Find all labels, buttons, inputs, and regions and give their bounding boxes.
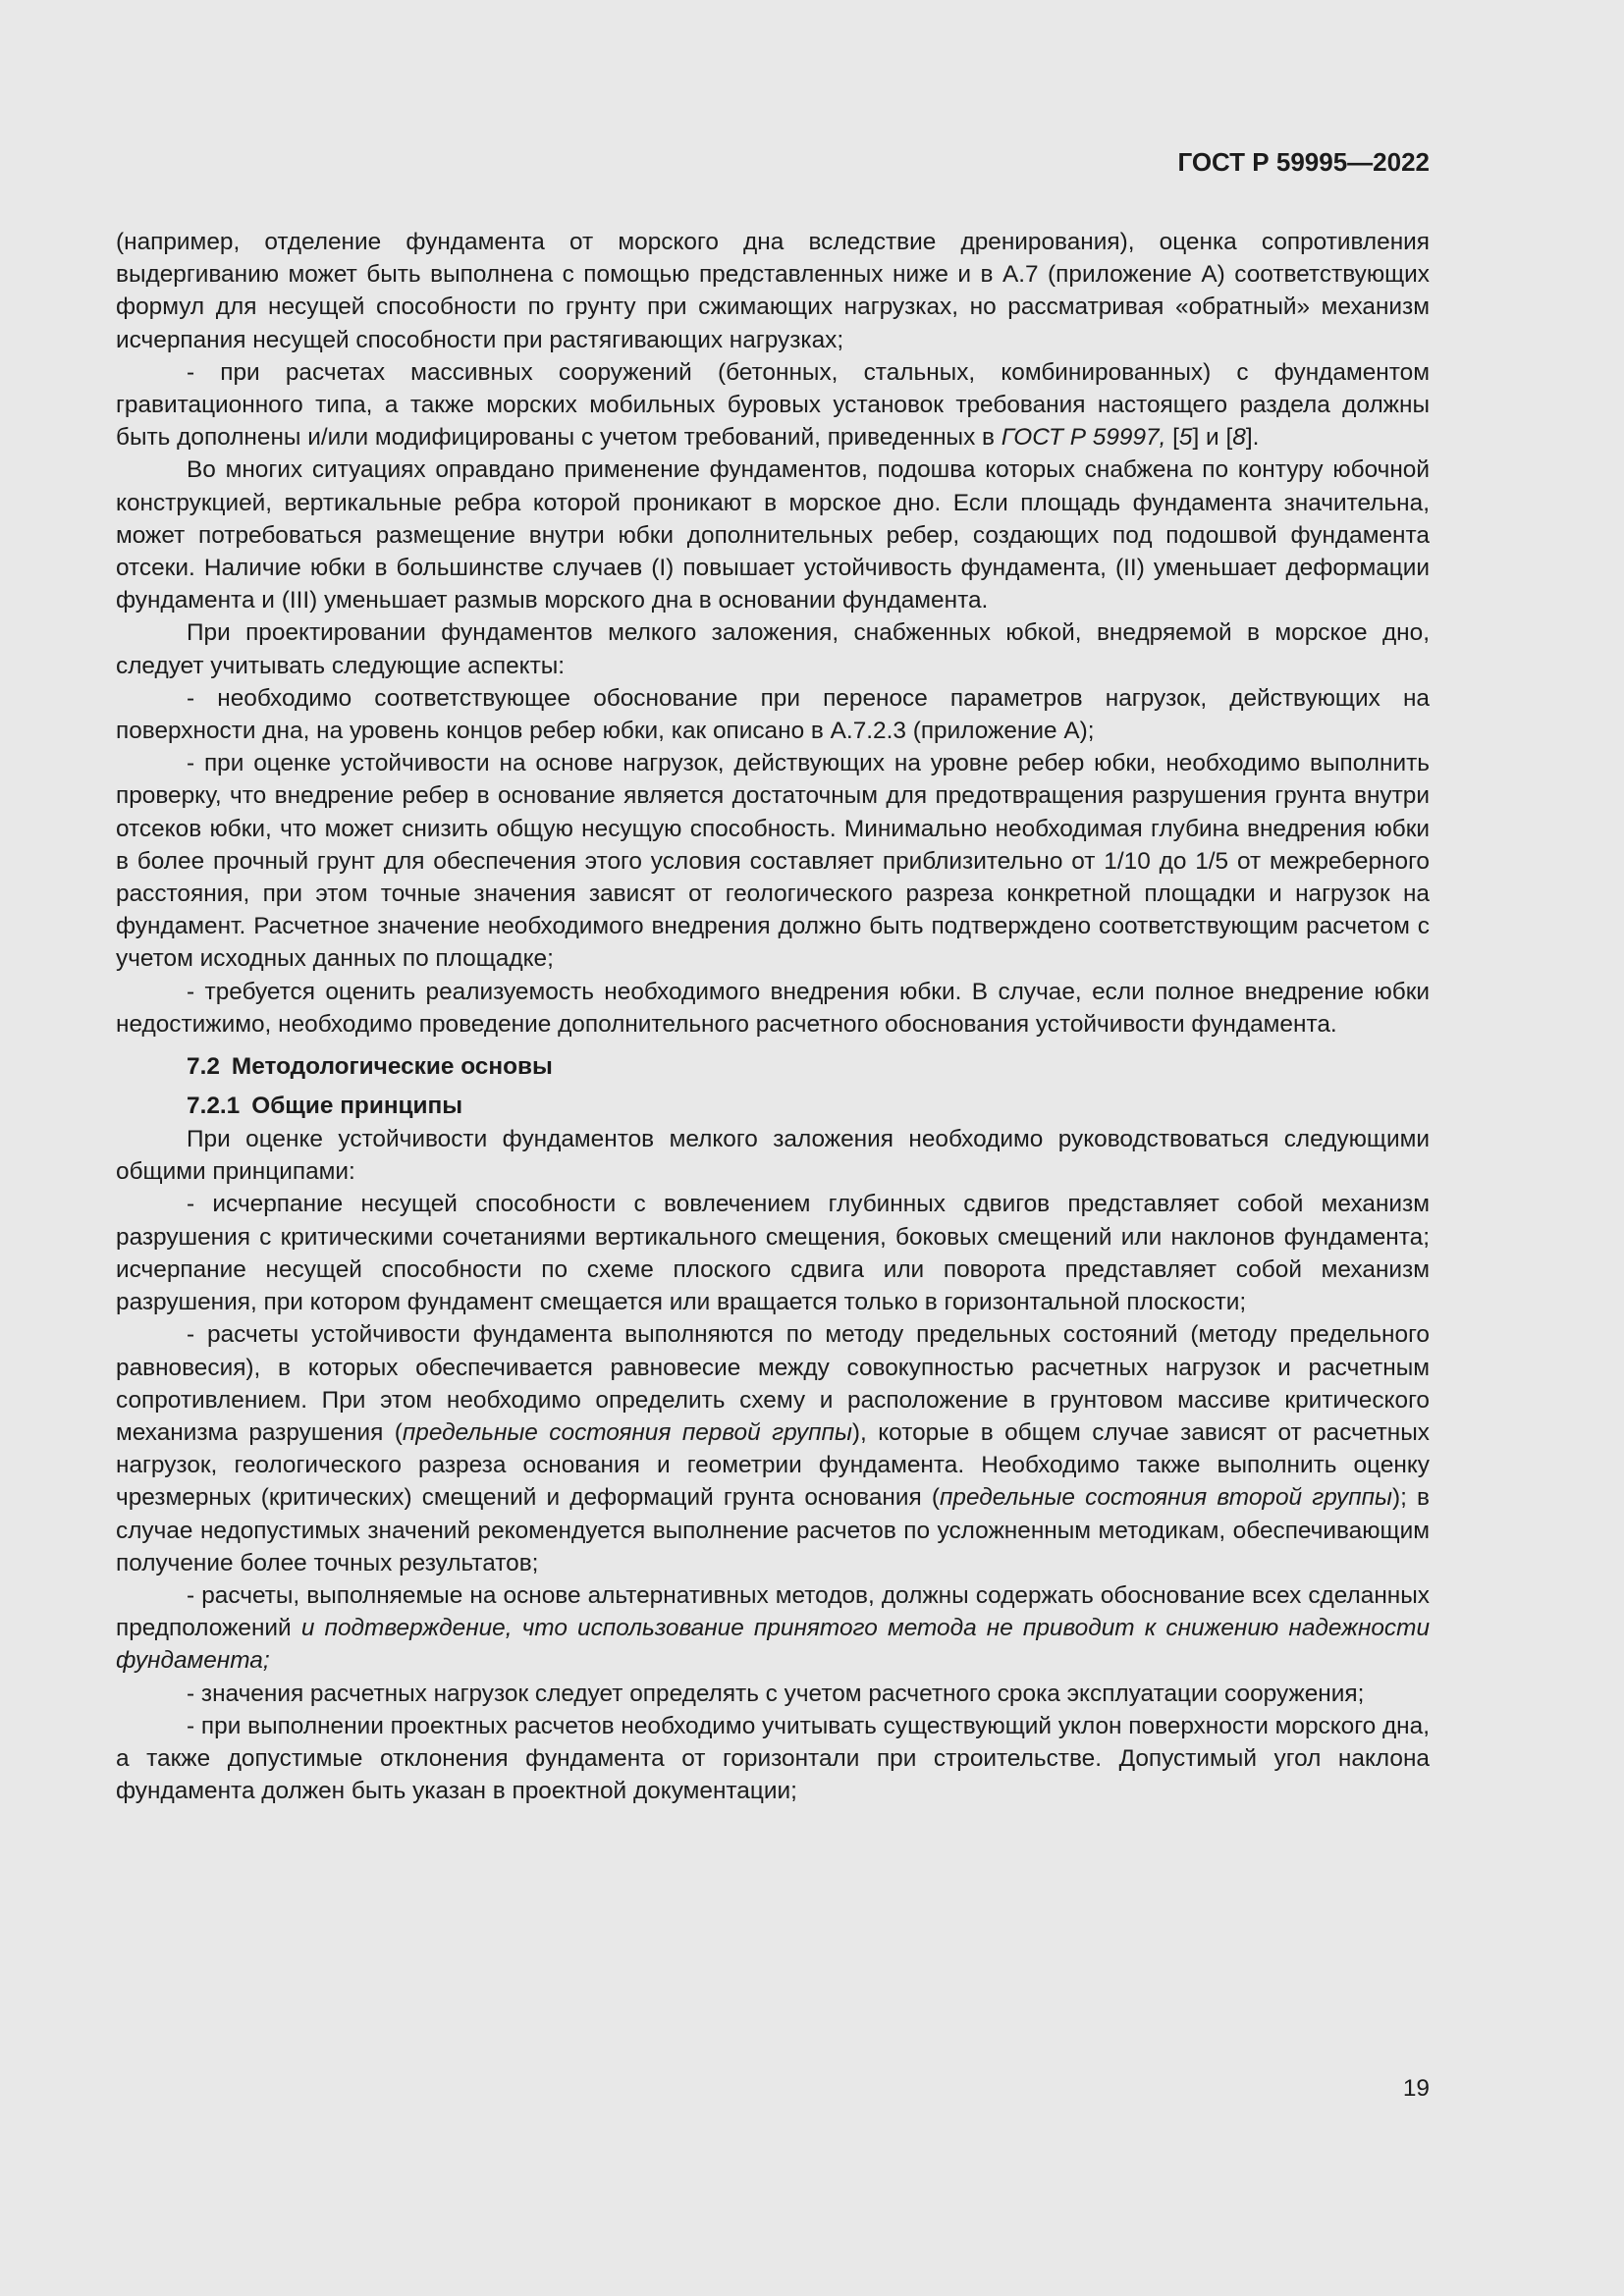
- emphasis-text: и подтверждение, что использование принятого метода не приводит к снижению надежности фундамента;: [116, 1615, 1431, 1675]
- paragraph-text: ), которые в общем случае зависят от расчетных нагрузок, геологического разреза основания и геометрии фундамента. Необходимо также выполнить оценку чрезмерных (критических) смещений и деформаций грунта основания (: [116, 1418, 1430, 1512]
- paragraph-text: - при выполнении проектных расчетов необходимо учитывать существующий уклон поверхности морского дна, а также допустимые отклонения фундамента от горизонтали при строительстве. Допустимый угол наклона фундамента должен быть указан в проектной документации;: [116, 1712, 1430, 1805]
- paragraph: [116, 616, 1430, 681]
- list-item: [116, 1579, 1430, 1678]
- paragraph-text: При проектировании фундаментов мелкого заложения, снабженных юбкой, внедряемой в морское дно, следует учитывать следующие аспекты:: [116, 619, 1430, 679]
- paragraph-text: - расчеты, выполняемые на основе альтернативных методов, должны содержать обоснование всех сделанных предположений: [116, 1581, 1430, 1642]
- bracket: ].: [1245, 424, 1260, 452]
- page-number: [116, 2073, 1430, 2105]
- paragraph-text: - расчеты устойчивости фундамента выполняются по методу предельных состояний (методу предельного равновесия), в которых обеспечивается равновесие между совокупностью расчетных нагрузок и расчетным сопротивлением. При этом необходимо определить схему и расположение в грунтовом массиве критического механизма разрушения (: [116, 1321, 1430, 1446]
- bibliography-reference: 8: [1232, 424, 1246, 452]
- emphasis-term: предельные состояния второй группы: [939, 1484, 1392, 1512]
- paragraph-text: При оценке устойчивости фундаментов мелкого заложения необходимо руководствоваться следующими общими принципами:: [116, 1126, 1430, 1186]
- section-heading-7-2-1: [116, 1090, 1430, 1123]
- paragraph-text: (например, отделение фундамента от морского дна вследствие дренирования), оценка сопротивления выдергиванию может быть выполнена с помощью представленных ниже и в А.7 (приложение А) соответствующих формул для несущей способности по грунту при сжимающих нагрузках, но рассматривая «обратный» механизм исчерпания несущей способности при растягивающих нагрузках;: [116, 229, 1430, 353]
- list-item: [116, 1678, 1430, 1710]
- paragraph-text: - при оценке устойчивости на основе нагрузок, действующих на уровне ребер юбки, необходимо выполнить проверку, что внедрение ребер в основание является достаточным для предотвращения разрушения грунта внутри отсеков юбки, что может снизить общую несущую способность. Минимально необходимая глубина внедрения юбки в более прочный грунт для обеспечения этого условия составляет приблизительно от 1/10 до 1/5 от межреберного расстояния, при этом точные значения зависят от геологического разреза конкретной площадки и нагрузок на фундамент. Расчетное значение необходимого внедрения должно быть подтверждено соответствующим расчетом с учетом исходных данных по площадке;: [116, 750, 1430, 973]
- paragraph-text: - значения расчетных нагрузок следует определять с учетом расчетного срока эксплуатации сооружения;: [187, 1680, 1365, 1707]
- section-heading-7-2: [116, 1050, 1430, 1084]
- paragraph-text: - требуется оценить реализуемость необходимого внедрения юбки. В случае, если полное внедрение юбки недостижимо, необходимо проведение дополнительного расчетного обоснования устойчивости фундамента.: [116, 978, 1430, 1038]
- list-item: [116, 1710, 1430, 1808]
- list-item: [116, 976, 1430, 1041]
- paragraph-text: - необходимо соответствующее обоснование при переносе параметров нагрузок, действующих на поверхности дна, на уровень концов ребер юбки, как описано в А.7.2.3 (приложение А);: [116, 684, 1430, 745]
- bibliography-reference: 5: [1178, 424, 1193, 452]
- paragraph-text: Во многих ситуациях оправдано применение фундаментов, подошва которых снабжена по контуру юбочной конструкцией, вертикальные ребра которой проникают в морское дно. Если площадь фундамента значительна, может потребоваться размещение внутри юбки дополнительных ребер, создающих под подошвой фундамента отсеки. Наличие юбки в большинстве случаев (I) повышает устойчивость фундамента, (II) уменьшает деформации фундамента и (III) уменьшает размыв морского дна в основании фундамента.: [116, 456, 1430, 614]
- standard-reference: ГОСТ Р 59997,: [1001, 424, 1166, 452]
- list-item: [116, 1188, 1430, 1318]
- paragraph: [116, 1123, 1430, 1188]
- page-number-text: 19: [1402, 2075, 1430, 2102]
- paragraph-text: - при расчетах массивных сооружений (бетонных, стальных, комбинированных) с фундаментом гравитационного типа, а также морских мобильных буровых установок требования настоящего раздела должны быть дополнены и/или модифицированы с учетом требований, приведенных в: [116, 358, 1430, 452]
- list-item: [116, 747, 1430, 975]
- bracket: ] и [: [1192, 424, 1233, 452]
- document-header: [116, 145, 1430, 179]
- document-body: [116, 226, 1430, 1807]
- paragraph-text: ); в случае недопустимых значений рекомендуется выполнение расчетов по усложненным методикам, обеспечивающим получение более точных результатов;: [116, 1484, 1430, 1576]
- section-number: 7.2.1: [187, 1093, 241, 1120]
- emphasis-term: предельные состояния первой группы: [402, 1418, 852, 1446]
- document-id: ГОСТ Р 59995—2022: [1177, 147, 1430, 177]
- section-number: 7.2: [187, 1053, 220, 1081]
- paragraph: [116, 226, 1430, 356]
- paragraph: [116, 454, 1430, 616]
- list-item: [116, 682, 1430, 747]
- paragraph-text: - исчерпание несущей способности с вовлечением глубинных сдвигов представляет собой механизм разрушения с критическими сочетаниями вертикального смещения, боковых смещений или наклонов фундамента; исчерпание несущей способности по схеме плоского сдвига или поворота представляет собой механизм разрушения, при котором фундамент смещается или вращается только в горизонтальной плоскости;: [116, 1191, 1430, 1316]
- list-item: [116, 1318, 1430, 1579]
- section-title: Методологические основы: [231, 1053, 553, 1081]
- bracket: [: [1172, 424, 1179, 452]
- list-item: [116, 356, 1430, 454]
- section-title: Общие принципы: [251, 1093, 463, 1120]
